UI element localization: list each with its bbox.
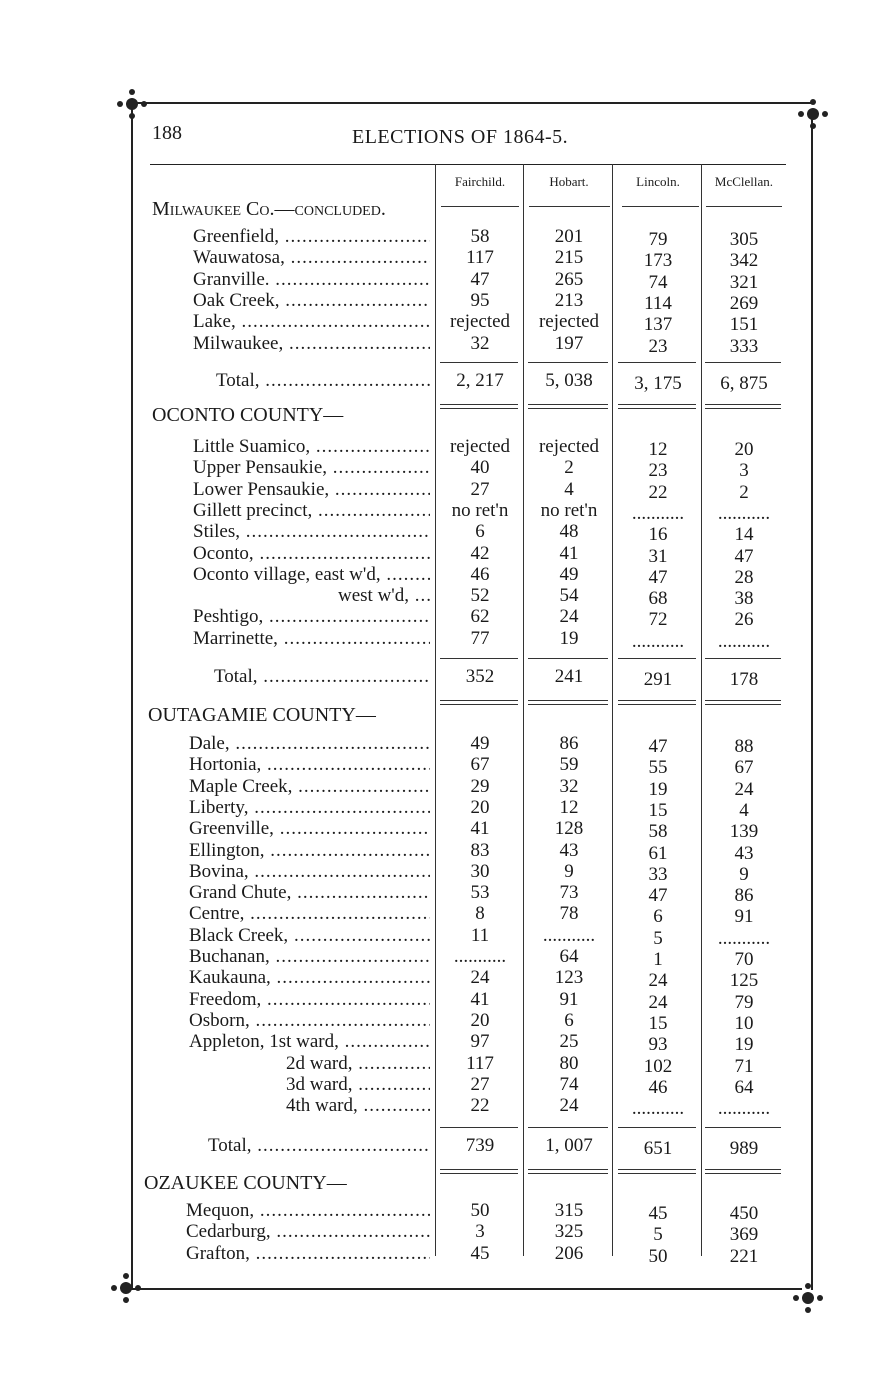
row-label: Little Suamico, ..... [193,436,430,458]
total-label: Total, ..... [214,666,430,688]
table-cell: 31 [648,545,668,567]
table-cell: 30 [470,860,490,882]
corner-ornament-icon [795,96,831,132]
table-cell: 213 [554,289,584,311]
table-cell: 11 [470,924,490,946]
corner-ornament-icon [108,1270,144,1306]
table-cell: 114 [644,292,672,314]
table-cell: 67 [470,754,490,776]
header-rule [150,164,786,165]
double-rule [528,404,608,409]
table-cell: 49 [559,563,579,585]
row-label: Centre, ..... [189,903,430,925]
row-label: 3d ward, ..... [286,1074,430,1096]
row-label: Hortonia, ..... [189,754,430,776]
table-cell: 64 [734,1076,754,1098]
table-cell: 19 [734,1034,754,1056]
total-cell: 739 [465,1135,495,1156]
table-cell: 53 [470,882,490,904]
table-cell: 86 [559,733,579,754]
total-cell: 1, 007 [545,1135,593,1156]
table-cell: 325 [554,1221,584,1243]
frame-top [134,102,812,104]
total-cell: 6, 875 [720,373,768,394]
table-cell: ........... [717,502,771,524]
row-label: Osborn, ..... [189,1010,430,1032]
double-rule [618,700,696,705]
table-cell: 91 [734,906,754,928]
table-cell: 2 [739,481,749,503]
table-cell: 24 [559,1095,579,1117]
double-rule [528,1169,608,1174]
table-cell: 91 [559,988,579,1010]
table-cell: 221 [729,1245,759,1267]
table-cell: 79 [648,229,668,250]
column-header-mcclellan: McClellan. [714,174,774,189]
row-label: Ellington, ..... [189,840,430,862]
table-cell: 128 [554,818,584,840]
table-cell: no ret'n [540,499,598,521]
table-cell: 43 [734,842,754,864]
table-cell: 15 [648,1012,668,1034]
double-rule [705,700,781,705]
table-cell: 6 [564,1009,574,1031]
table-cell: 27 [470,1073,490,1095]
row-label: 4th ward, ..... [286,1095,430,1117]
total-cell: 352 [465,666,495,687]
table-cell: 71 [734,1055,754,1077]
row-label: Bovina, ..... [189,861,430,883]
column-header-fairchild: Fairchild. [454,174,506,189]
column-head-rule [529,206,610,207]
table-cell: 5 [653,1224,663,1246]
table-cell: 19 [648,778,668,800]
table-cell: ........... [631,630,685,652]
table-cell: 3 [475,1221,485,1243]
table-cell: 46 [648,1076,668,1098]
table-cell: 450 [729,1203,759,1224]
total-rule [618,362,696,363]
table-cell: 102 [643,1055,673,1077]
table-cell: 54 [559,585,579,607]
table-cell: 27 [470,478,490,500]
table-cell: 41 [470,988,490,1010]
table-cell: 62 [470,606,490,628]
section-title: OCONTO COUNTY— [152,404,344,426]
column-divider [523,164,524,1256]
table-cell: 342 [729,250,759,272]
table-cell: 52 [470,585,490,607]
page-number: 188 [152,122,182,144]
table-cell: 22 [470,1095,490,1117]
table-cell: 88 [734,736,754,757]
table-cell: 24 [648,970,668,992]
total-rule [440,1127,518,1128]
frame-bottom [126,1288,802,1290]
column-divider [612,164,613,1256]
frame-left [131,102,133,1288]
table-cell: 20 [470,1009,490,1031]
table-cell: 1 [653,949,663,970]
table-cell: rejected [538,436,600,457]
total-cell: 178 [729,669,759,690]
column-head-rule [622,206,699,207]
table-cell: 25 [559,1031,579,1053]
row-label: Peshtigo, ..... [193,606,430,628]
total-label: Total, ..... [216,370,430,392]
total-rule [440,362,518,363]
total-cell: 2, 217 [456,370,504,391]
corner-ornament-icon [114,86,150,122]
total-rule [705,658,781,659]
total-rule [528,362,608,363]
table-cell: no ret'n [451,499,509,521]
double-rule [705,1169,781,1174]
table-cell: 97 [470,1031,490,1053]
total-cell: 241 [554,666,584,687]
column-head-rule [706,206,782,207]
row-label: Liberty, ..... [189,797,430,819]
table-cell: 197 [554,332,584,354]
row-label: 2d ward, ..... [286,1053,430,1075]
table-cell: 265 [554,268,584,290]
row-label: Wauwatosa, ..... [193,247,430,269]
table-cell: 79 [734,991,754,1013]
double-rule [440,700,518,705]
table-cell: 58 [648,821,668,843]
table-cell: 47 [470,268,490,290]
table-cell: 4 [739,799,749,821]
table-cell: 4 [564,478,574,500]
table-cell: 321 [729,271,759,293]
table-cell: ........... [717,927,771,949]
total-rule [705,362,781,363]
table-cell: 42 [470,542,490,564]
column-header-lincoln: Lincoln. [636,174,680,189]
table-cell: 139 [729,821,759,843]
row-label: Buchanan, ..... [189,946,430,968]
table-cell: 64 [559,946,579,967]
table-cell: 29 [470,775,490,797]
total-rule [528,658,608,659]
table-cell: 47 [648,885,668,907]
table-cell: 16 [648,524,668,546]
row-label: Dale, ..... [189,733,430,755]
section-title: Milwaukee Co.—concluded. [152,198,386,220]
total-cell: 291 [643,669,673,690]
table-cell: 5 [653,927,663,949]
table-cell: 50 [470,1200,490,1221]
row-label: Gillett precinct, ..... [193,500,430,522]
table-cell: 47 [648,736,668,757]
table-cell: 201 [554,226,584,247]
table-cell: 45 [648,1203,668,1224]
table-cell: 9 [564,860,574,882]
row-label: Oconto village, east w'd, ..... [193,564,430,586]
table-cell: 33 [648,863,668,885]
table-cell: 41 [559,542,579,564]
double-rule [440,1169,518,1174]
row-label: Grafton, ..... [186,1243,430,1265]
total-rule [618,658,696,659]
column-divider [435,164,436,1256]
table-cell: 28 [734,566,754,588]
table-cell: 45 [470,1242,490,1264]
row-label: Kaukauna, ..... [189,967,430,989]
table-cell: 47 [648,566,668,588]
table-cell: 95 [470,289,490,311]
table-cell: 55 [648,757,668,779]
table-cell: 315 [554,1200,584,1221]
row-label: Greenville, ..... [189,818,430,840]
table-cell: 72 [648,609,668,631]
total-rule [705,1127,781,1128]
table-cell: rejected [538,311,600,333]
row-label: Black Creek, ..... [189,925,430,947]
table-cell: 83 [470,839,490,861]
table-cell: ........... [717,630,771,652]
table-cell: 24 [470,967,490,989]
table-cell: 59 [559,754,579,776]
table-cell: 22 [648,481,668,503]
column-head-rule [441,206,519,207]
table-cell: 73 [559,882,579,904]
table-cell: 24 [734,778,754,800]
table-cell: 23 [648,460,668,482]
double-rule [618,1169,696,1174]
table-cell: 46 [470,563,490,585]
table-cell: 41 [470,818,490,840]
row-label: Upper Pensaukie, ..... [193,457,430,479]
total-rule [618,1127,696,1128]
table-cell: 26 [734,609,754,631]
table-cell: 369 [729,1224,759,1246]
table-cell: 47 [734,545,754,567]
table-cell: 77 [470,627,490,649]
table-cell: 19 [559,627,579,649]
row-label: Lower Pensaukie, ..... [193,479,430,501]
table-cell: ........... [453,946,507,967]
double-rule [440,404,518,409]
total-rule [528,1127,608,1128]
row-label: Granville. ..... [193,269,430,291]
table-cell: 123 [554,967,584,989]
table-cell: 6 [475,521,485,543]
table-cell: 86 [734,885,754,907]
double-rule [705,404,781,409]
row-label: Oconto, ..... [193,543,430,565]
table-cell: ........... [717,1098,771,1120]
table-cell: 3 [739,460,749,482]
row-label: Milwaukee, ..... [193,333,430,355]
table-cell: 8 [475,903,485,925]
table-cell: ........... [631,1098,685,1120]
table-cell: 12 [648,439,668,460]
table-cell: 43 [559,839,579,861]
table-cell: 9 [739,863,749,885]
table-cell: ........... [542,924,596,946]
table-cell: rejected [449,436,511,457]
table-cell: 10 [734,1012,754,1034]
table-cell: 38 [734,588,754,610]
table-cell: 70 [734,949,754,970]
table-cell: 48 [559,521,579,543]
table-cell: 50 [648,1245,668,1267]
table-cell: 23 [648,335,668,357]
total-cell: 5, 038 [545,370,593,391]
table-cell: 32 [470,332,490,354]
total-cell: 651 [643,1138,673,1159]
section-title: OZAUKEE COUNTY— [144,1172,347,1194]
table-cell: 80 [559,1052,579,1074]
table-cell: rejected [449,311,511,333]
table-cell: 137 [643,314,673,336]
table-cell: 305 [729,229,759,250]
total-cell: 3, 175 [634,373,682,394]
section-title: OUTAGAMIE COUNTY— [148,704,376,726]
table-cell: 6 [653,906,663,928]
table-cell: 67 [734,757,754,779]
row-label: Appleton, 1st ward, ..... [189,1031,430,1053]
row-label: Freedom, ..... [189,989,430,1011]
table-cell: 20 [734,439,754,460]
double-rule [618,404,696,409]
table-cell: 125 [729,970,759,992]
table-cell: 93 [648,1034,668,1056]
table-cell: 151 [729,314,759,336]
total-cell: 989 [729,1138,759,1159]
frame-right [811,114,813,1290]
table-cell: 58 [470,226,490,247]
row-label: Greenfield, ..... [193,226,430,248]
table-cell: 20 [470,796,490,818]
double-rule [528,700,608,705]
table-cell: 49 [470,733,490,754]
table-cell: 40 [470,457,490,479]
running-title: ELECTIONS OF 1864-5. [352,126,569,148]
row-label: Marrinette, ..... [193,628,430,650]
row-label: west w'd, ..... [338,585,430,607]
table-cell: 12 [559,796,579,818]
row-label: Stiles, ..... [193,521,430,543]
row-label: Oak Creek, ..... [193,290,430,312]
total-label: Total, ..... [208,1135,430,1157]
table-cell: 117 [466,247,494,269]
table-cell: 206 [554,1242,584,1264]
table-cell: 68 [648,588,668,610]
row-label: Grand Chute, ..... [189,882,430,904]
row-label: Mequon, ..... [186,1200,430,1222]
table-cell: ........... [631,502,685,524]
table-cell: 74 [559,1073,579,1095]
table-cell: 61 [648,842,668,864]
row-label: Cedarburg, ..... [186,1221,430,1243]
row-label: Maple Creek, ..... [189,776,430,798]
table-cell: 173 [643,250,673,272]
table-cell: 269 [729,292,759,314]
column-divider [701,164,702,1256]
table-cell: 215 [554,247,584,269]
table-cell: 15 [648,799,668,821]
corner-ornament-icon [790,1280,826,1316]
table-cell: 117 [466,1052,494,1074]
table-cell: 24 [648,991,668,1013]
table-cell: 78 [559,903,579,925]
table-cell: 32 [559,775,579,797]
row-label: Lake, ..... [193,311,430,333]
table-cell: 24 [559,606,579,628]
column-header-hobart: Hobart. [549,174,589,189]
table-cell: 2 [564,457,574,479]
total-rule [440,658,518,659]
table-cell: 333 [729,335,759,357]
table-cell: 74 [648,271,668,293]
table-cell: 14 [734,524,754,546]
